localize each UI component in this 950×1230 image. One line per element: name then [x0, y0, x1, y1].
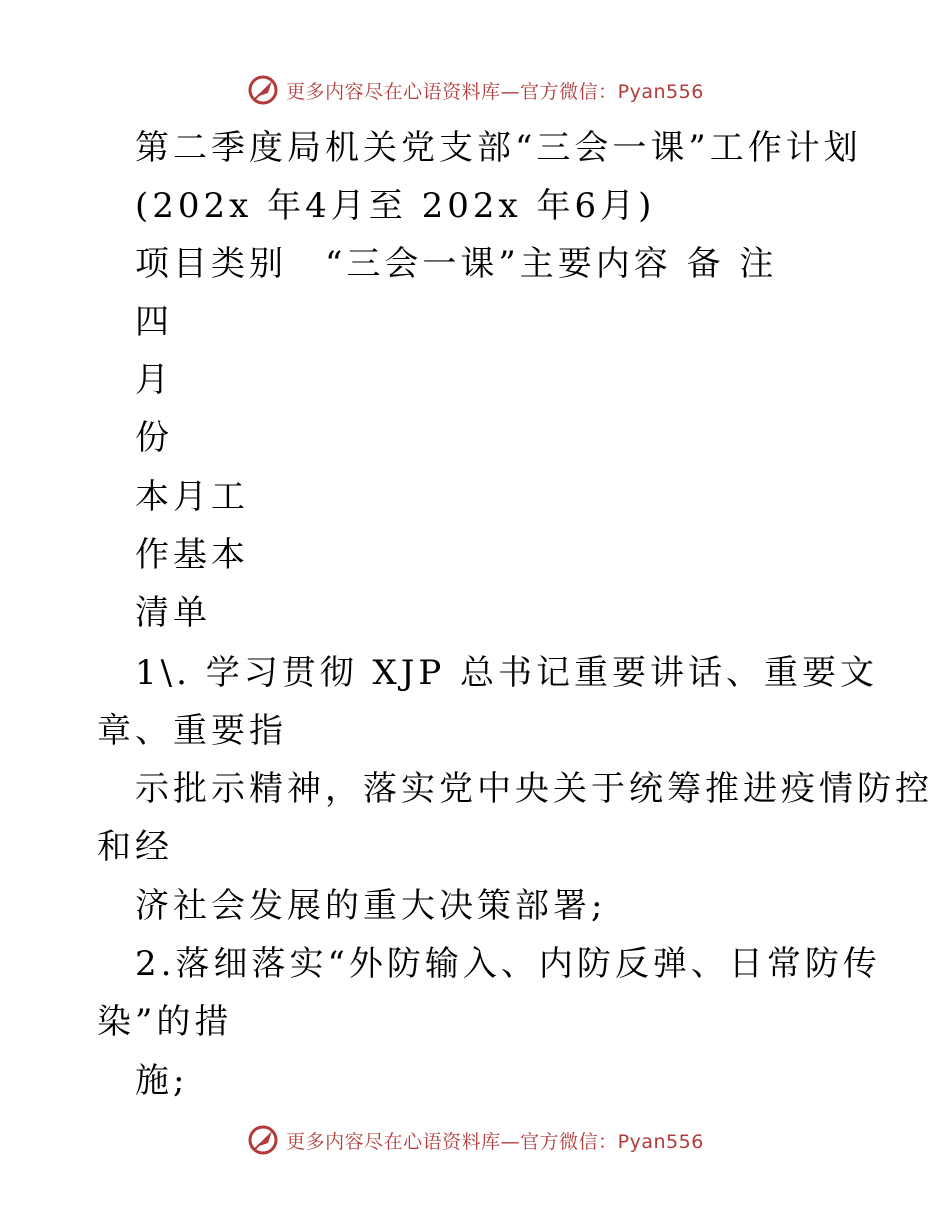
- doc-title: 第二季度局机关党支部“三会一课”工作计划: [135, 128, 862, 168]
- doc-line: 示批示精神，落实党中央关于统筹推进疫情防控: [135, 769, 933, 809]
- doc-line: 四: [135, 302, 173, 342]
- doc-line: 和经: [97, 827, 173, 867]
- doc-date-range: (202x 年4月至 202x 年6月): [135, 186, 656, 226]
- doc-line: 染”的措: [97, 1002, 233, 1042]
- watermark-text: 更多内容尽在心语资料库—官方微信：Pyan556: [286, 1130, 704, 1153]
- quill-logo-icon: [246, 73, 280, 107]
- doc-line: 章、重要指: [97, 711, 287, 751]
- quill-logo-icon: [246, 1123, 280, 1157]
- watermark-header: [0, 70, 950, 110]
- doc-line: 清单: [135, 593, 211, 633]
- doc-line: 月: [135, 360, 173, 400]
- doc-table-header: 项目类别 “三会一课”主要内容 备 注: [135, 244, 778, 284]
- doc-line: 施;: [135, 1061, 189, 1101]
- doc-line: 作基本: [135, 535, 249, 575]
- doc-line: 本月工: [135, 477, 249, 517]
- watermark-footer: [0, 1120, 950, 1160]
- doc-line: 济社会发展的重大决策部署;: [135, 886, 607, 926]
- doc-line: 1\. 学习贯彻 XJP 总书记重要讲话、重要文: [135, 653, 879, 693]
- doc-line: 份: [135, 418, 173, 458]
- doc-line: 2.落细落实“外防输入、内防反弹、日常防传: [135, 944, 881, 984]
- watermark-text: 更多内容尽在心语资料库—官方微信：Pyan556: [286, 80, 704, 103]
